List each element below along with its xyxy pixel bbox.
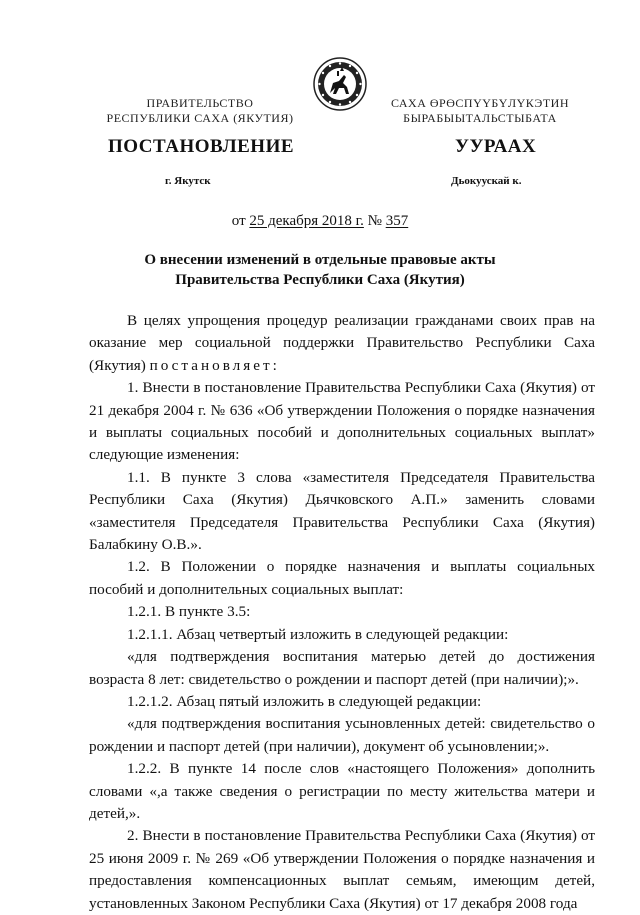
paragraph-1-2-1-1: 1.2.1.1. Абзац четвертый изложить в следующей редакции: — [127, 625, 509, 643]
doc-type-right: УУРААХ — [455, 136, 537, 157]
city-left: г. Якутск — [165, 175, 211, 187]
paragraph-1-2: 1.2. В Положении о порядке назначения и выплаты социальных пособий и дополнительных социальных выплат: — [89, 558, 595, 598]
paragraph-1-2-2: 1.2.2. В пункте 14 после слов «настоящего Положения» дополнить словами «,а также сведения о регистрации по месту жительства матери и детей,». — [89, 760, 595, 822]
document-number: 357 — [385, 213, 409, 229]
paragraph-2: 2. Внести в постановление Правительства Республики Саха (Якутия) от 25 июня 2009 г. № 269 «Об утверждении Положения о порядке назначения и предоставления компенсационных выплат семьям, имеющим детей, установленных Законом Республики Саха (Якутия) от 17 декабря 2008 года — [89, 827, 595, 912]
document-body — [89, 310, 595, 915]
paragraph-preamble: В целях упрощения процедур реализации гражданами своих прав на оказание мер социальной поддержки Правительство Республики Саха (Якутия) постановляет: — [89, 312, 595, 374]
number-sign: № — [367, 213, 382, 229]
header-right-authority — [370, 96, 590, 126]
doc-type-left: ПОСТАНОВЛЕНИЕ — [108, 136, 295, 157]
title-line2: Правительства Республики Саха (Якутия) — [175, 272, 465, 288]
header-left-line2: РЕСПУБЛИКИ САХА (ЯКУТИЯ) — [106, 111, 294, 125]
date-prefix: от — [231, 213, 246, 229]
paragraph-1-1: 1.1. В пункте 3 слова «заместителя Председателя Правительства Республики Саха (Якутия) Дьячковского А.П.» заменить словами «заместителя Председателя Правительства Республики Саха (Якутия) Балабкину О.В.». — [89, 468, 595, 554]
paragraph-1-2-1-2: 1.2.1.2. Абзац пятый изложить в следующей редакции: — [127, 692, 482, 710]
date-line — [0, 213, 640, 230]
header-left-line1: ПРАВИТЕЛЬСТВО — [146, 96, 254, 110]
header-right-line1: САХА ӨРӨСПҮҮБҮЛҮКЭТИН — [390, 96, 569, 110]
title-line1: О внесении изменений в отдельные правовые акты — [144, 252, 496, 268]
header-right-line2: БЫРАБЫЫТАЛЬСТЫБАТА — [403, 111, 557, 125]
paragraph-quote-1: «для подтверждения воспитания матерью детей до достижения возраста 8 лет: свидетельство о рождении и паспорт детей (при наличии);». — [89, 648, 595, 688]
paragraph-quote-2: «для подтверждения воспитания усыновленных детей: свидетельство о рождении и паспорт детей (при наличии), документ об усыновлении;». — [89, 715, 595, 755]
document-title — [0, 250, 640, 290]
header-left-authority — [90, 96, 310, 126]
coat-of-arms-emblem — [313, 57, 367, 111]
decree-word: постановляет: — [149, 356, 280, 374]
document-date: 25 декабря 2018 г. — [249, 213, 364, 229]
paragraph-1-2-1: 1.2.1. В пункте 3.5: — [127, 603, 251, 621]
paragraph-1: 1. Внести в постановление Правительства Республики Саха (Якутия) от 21 декабря 2004 г. № 636 «Об утверждении Положения о порядке назначения и выплаты социальных пособий и дополнительных социальных выплат» следующие изменения: — [89, 379, 595, 464]
city-right: Дьокуускай к. — [451, 175, 522, 187]
